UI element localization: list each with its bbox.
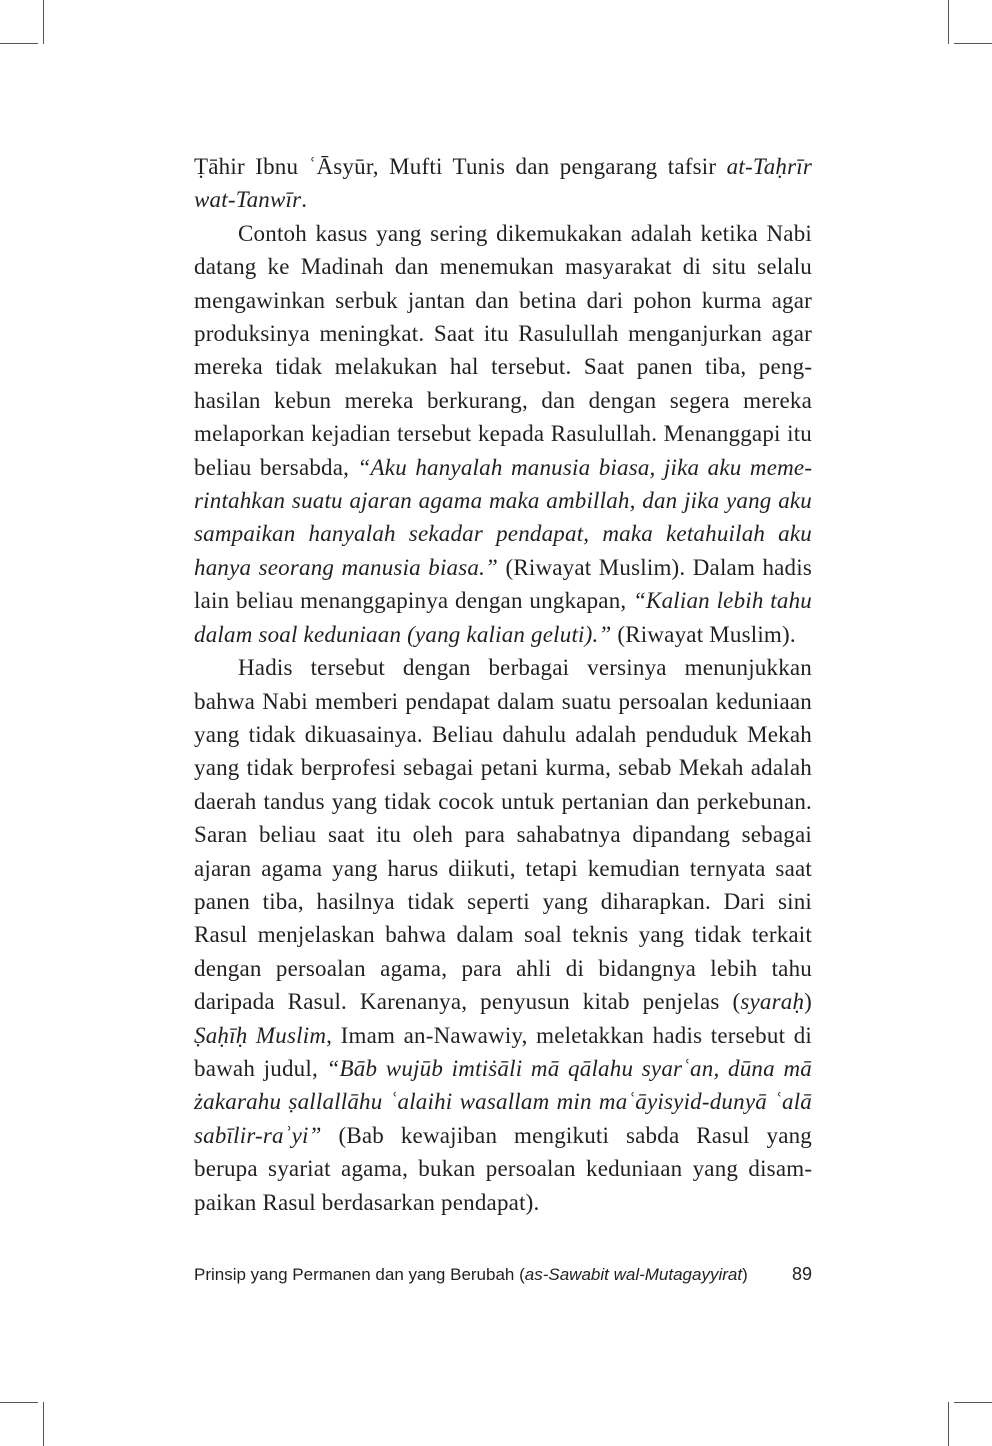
text-span: Ṭāhir Ibnu ʿĀsyūr, Mufti Tunis dan pengarang tafsir bbox=[194, 154, 727, 179]
paragraph-3 bbox=[194, 651, 812, 1219]
text-span: ) bbox=[804, 989, 812, 1015]
italic-term: syaraḥ bbox=[740, 989, 805, 1015]
crop-mark bbox=[0, 1402, 38, 1403]
text-span: (Bab kewajiban mengikuti sabda Rasul yang berupa syariat agama, bukan persoalan keduniaan yang disampaikan Rasul berdasarkan pendapat). bbox=[194, 1122, 812, 1215]
text-span: . bbox=[301, 187, 308, 213]
crop-mark bbox=[0, 43, 38, 44]
text-span: Hadis tersebut dengan berbagai versinya menunjukkan bahwa Nabi memberi pendapat dalam suatu persoalan keduniaan yang tidak dikuasainya. Beliau dahulu adalah penduduk Mekah yang tidak berprofesi sebagai petani kurma, sebab Mekah adalah daerah tandus yang tidak cocok untuk pertanian dan perkebunan. Saran beliau saat itu oleh para sahabatnya dipandang sebagai ajaran agama yang harus diikuti, tetapi kemudian ternyata saat panen tiba, hasilnya tidak seperti yang diharapkan. Dari sini Rasul menjelaskan bahwa dalam soal teknis yang tidak terkait dengan persoalan agama, para ahli di bidangnya lebih tahu daripada Rasul. Karenanya, penyusun kitab penjelas ( bbox=[194, 655, 812, 1015]
italic-title: at-Taḥrīr wat-Tanwīr bbox=[194, 154, 812, 213]
crop-mark bbox=[43, 0, 44, 44]
footer-title-text: Prinsip yang Permanen dan yang Berubah ( bbox=[194, 1265, 525, 1284]
crop-mark bbox=[43, 1402, 44, 1446]
hadith-quote: “Aku hanyalah manusia biasa, jika aku memerintahkan suatu ajaran agama maka ambillah, dan jika yang aku sampaikan hanyalah sekadar pendapat, maka ketahuilah aku hanya seorang manusia biasa.” bbox=[194, 454, 812, 580]
page-number: 89 bbox=[791, 1264, 812, 1284]
paragraph-2 bbox=[194, 217, 812, 651]
crop-mark bbox=[954, 43, 992, 44]
footer-title-italic: as-Sawabit wal-Mutagayyirat bbox=[524, 1265, 743, 1284]
hadith-quote: “Kalian lebih tahu dalam soal keduniaan (yang kalian geluti).” bbox=[194, 588, 812, 647]
footer-title bbox=[194, 1265, 748, 1285]
text-span: Contoh kasus yang sering dikemukakan adalah ketika Nabi datang ke Madinah dan menemukan masyarakat di situ selalu mengawinkan serbuk jantan dan betina dari pohon kurma agar produksinya meningkat. Saat itu Rasulullah menganjurkan agar mereka tidak melakukan hal tersebut. Saat panen tiba, penghasilan kebun mereka berkurang, dan dengan segera mereka melaporkan kejadian tersebut kepada Rasulullah. Menanggapi itu beliau bersabda, bbox=[194, 220, 812, 480]
footer-title-end: ) bbox=[742, 1265, 748, 1284]
body-text bbox=[194, 150, 812, 1219]
text-span: , Imam an-Nawawiy, meletakkan hadis tersebut di bawah judul, bbox=[194, 1022, 812, 1081]
crop-mark bbox=[948, 1402, 949, 1446]
paragraph-1 bbox=[194, 150, 812, 217]
crop-mark bbox=[948, 0, 949, 44]
crop-mark bbox=[954, 1402, 992, 1403]
running-footer bbox=[194, 1264, 812, 1285]
text-span: (Riwayat Muslim). bbox=[611, 621, 796, 647]
italic-title: Ṣaḥīḥ Muslim bbox=[194, 1022, 327, 1048]
text-span: (Riwayat Muslim). Dalam hadis lain beliau menanggapinya dengan ungkapan, bbox=[194, 554, 813, 614]
chapter-title-quote: “Bāb wujūb imtiṡāli mā qālahu syarʿan, dūna mā żakarahu ṣallallāhu ʿalaihi wasallam min maʿāyisyid-dunyā ʿalā sabīlir-raʾyi” bbox=[194, 1055, 812, 1148]
